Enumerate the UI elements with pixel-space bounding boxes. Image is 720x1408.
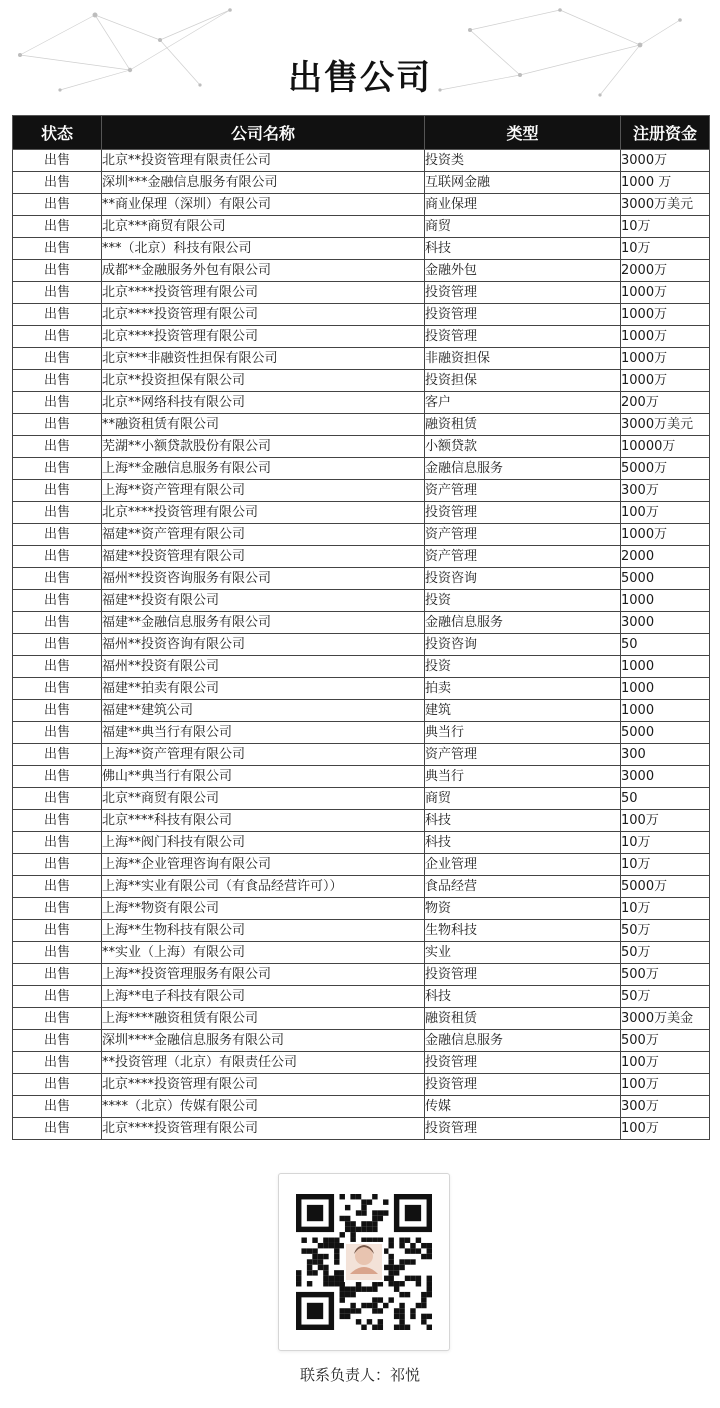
header-type: 类型 (425, 116, 621, 150)
status-cell: 出售 (13, 502, 102, 524)
company-name-cell: **投资管理（北京）有限责任公司 (102, 1052, 425, 1074)
capital-cell: 3000万美元 (621, 414, 710, 436)
type-cell: 资产管理 (425, 744, 621, 766)
capital-cell: 5000 (621, 568, 710, 590)
table-row (13, 744, 710, 766)
company-name-cell: 北京**投资管理有限责任公司 (102, 150, 425, 172)
company-name-cell: 北京****投资管理有限公司 (102, 304, 425, 326)
type-cell: 科技 (425, 832, 621, 854)
capital-cell: 50万 (621, 986, 710, 1008)
type-cell: 融资租赁 (425, 414, 621, 436)
table-row (13, 942, 710, 964)
table-row (13, 986, 710, 1008)
status-cell: 出售 (13, 832, 102, 854)
capital-cell: 50万 (621, 942, 710, 964)
table-row (13, 964, 710, 986)
capital-cell: 200万 (621, 392, 710, 414)
capital-cell: 1000万 (621, 370, 710, 392)
capital-cell: 10万 (621, 216, 710, 238)
type-cell: 科技 (425, 810, 621, 832)
company-name-cell: 上海**资产管理有限公司 (102, 480, 425, 502)
capital-cell: 100万 (621, 1118, 710, 1140)
company-name-cell: 北京****投资管理有限公司 (102, 282, 425, 304)
table-row (13, 568, 710, 590)
header-registered-capital: 注册资金 (621, 116, 710, 150)
table-row (13, 700, 710, 722)
status-cell: 出售 (13, 172, 102, 194)
table-row (13, 414, 710, 436)
table-row (13, 1074, 710, 1096)
capital-cell: 1000 (621, 590, 710, 612)
type-cell: 实业 (425, 942, 621, 964)
status-cell: 出售 (13, 656, 102, 678)
status-cell: 出售 (13, 766, 102, 788)
type-cell: 传媒 (425, 1096, 621, 1118)
capital-cell: 1000 (621, 656, 710, 678)
company-name-cell: 福建**拍卖有限公司 (102, 678, 425, 700)
capital-cell: 50万 (621, 920, 710, 942)
type-cell: 资产管理 (425, 546, 621, 568)
contact-person: 联系负责人：祁悦 (299, 1366, 420, 1384)
table-row (13, 634, 710, 656)
status-cell: 出售 (13, 898, 102, 920)
capital-cell: 1000万 (621, 282, 710, 304)
status-cell: 出售 (13, 348, 102, 370)
type-cell: 金融信息服务 (425, 612, 621, 634)
status-cell: 出售 (13, 194, 102, 216)
type-cell: 互联网金融 (425, 172, 621, 194)
capital-cell: 50 (621, 788, 710, 810)
company-name-cell: 上海**投资管理服务有限公司 (102, 964, 425, 986)
capital-cell: 1000万 (621, 524, 710, 546)
type-cell: 科技 (425, 986, 621, 1008)
company-name-cell: 北京****投资管理有限公司 (102, 502, 425, 524)
company-name-cell: 北京****投资管理有限公司 (102, 326, 425, 348)
company-name-cell: **实业（上海）有限公司 (102, 942, 425, 964)
company-name-cell: 上海****融资租赁有限公司 (102, 1008, 425, 1030)
company-name-cell: 北京**投资担保有限公司 (102, 370, 425, 392)
type-cell: 典当行 (425, 722, 621, 744)
table-row (13, 216, 710, 238)
table-row (13, 502, 710, 524)
type-cell: 融资租赁 (425, 1008, 621, 1030)
table-row (13, 524, 710, 546)
status-cell: 出售 (13, 568, 102, 590)
type-cell: 金融信息服务 (425, 1030, 621, 1052)
table-row (13, 590, 710, 612)
capital-cell: 500万 (621, 964, 710, 986)
type-cell: 企业管理 (425, 854, 621, 876)
status-cell: 出售 (13, 854, 102, 876)
status-cell: 出售 (13, 216, 102, 238)
table-row (13, 546, 710, 568)
company-name-cell: 上海**实业有限公司（有食品经营许可）） (102, 876, 425, 898)
status-cell: 出售 (13, 282, 102, 304)
status-cell: 出售 (13, 942, 102, 964)
status-cell: 出售 (13, 458, 102, 480)
status-cell: 出售 (13, 678, 102, 700)
qr-code-image (296, 1194, 432, 1330)
company-name-cell: 北京****投资管理有限公司 (102, 1118, 425, 1140)
type-cell: 食品经营 (425, 876, 621, 898)
company-name-cell: 芜湖**小额贷款股份有限公司 (102, 436, 425, 458)
status-cell: 出售 (13, 304, 102, 326)
status-cell: 出售 (13, 590, 102, 612)
capital-cell: 1000万 (621, 304, 710, 326)
capital-cell: 1000 万 (621, 172, 710, 194)
type-cell: 资产管理 (425, 480, 621, 502)
capital-cell: 10万 (621, 854, 710, 876)
status-cell: 出售 (13, 722, 102, 744)
table-row (13, 436, 710, 458)
table-row (13, 898, 710, 920)
status-cell: 出售 (13, 744, 102, 766)
type-cell: 客户 (425, 392, 621, 414)
type-cell: 投资管理 (425, 1052, 621, 1074)
table-row (13, 854, 710, 876)
table-header-row (13, 116, 710, 150)
company-name-cell: 福州**投资咨询有限公司 (102, 634, 425, 656)
table-row (13, 1052, 710, 1074)
status-cell: 出售 (13, 1052, 102, 1074)
type-cell: 资产管理 (425, 524, 621, 546)
type-cell: 典当行 (425, 766, 621, 788)
status-cell: 出售 (13, 634, 102, 656)
type-cell: 投资管理 (425, 1074, 621, 1096)
table-row (13, 1008, 710, 1030)
capital-cell: 3000 (621, 766, 710, 788)
capital-cell: 1000万 (621, 326, 710, 348)
table-row (13, 480, 710, 502)
capital-cell: 300 (621, 744, 710, 766)
table-row (13, 260, 710, 282)
status-cell: 出售 (13, 436, 102, 458)
status-cell: 出售 (13, 876, 102, 898)
capital-cell: 500万 (621, 1030, 710, 1052)
capital-cell: 100万 (621, 1052, 710, 1074)
capital-cell: 3000万 (621, 150, 710, 172)
capital-cell: 10万 (621, 238, 710, 260)
type-cell: 投资 (425, 656, 621, 678)
company-name-cell: ****（北京）传媒有限公司 (102, 1096, 425, 1118)
type-cell: 投资类 (425, 150, 621, 172)
capital-cell: 2000 (621, 546, 710, 568)
status-cell: 出售 (13, 1008, 102, 1030)
type-cell: 商贸 (425, 788, 621, 810)
capital-cell: 100万 (621, 502, 710, 524)
status-cell: 出售 (13, 986, 102, 1008)
capital-cell: 100万 (621, 1074, 710, 1096)
table-row (13, 326, 710, 348)
header-status: 状态 (13, 116, 102, 150)
status-cell: 出售 (13, 1118, 102, 1140)
type-cell: 商贸 (425, 216, 621, 238)
type-cell: 生物科技 (425, 920, 621, 942)
company-name-cell: 北京***商贸有限公司 (102, 216, 425, 238)
type-cell: 金融外包 (425, 260, 621, 282)
company-name-cell: 福建**投资有限公司 (102, 590, 425, 612)
company-name-cell: ***（北京）科技有限公司 (102, 238, 425, 260)
type-cell: 投资咨询 (425, 634, 621, 656)
type-cell: 金融信息服务 (425, 458, 621, 480)
type-cell: 投资管理 (425, 1118, 621, 1140)
table-row (13, 612, 710, 634)
status-cell: 出售 (13, 1074, 102, 1096)
table-row (13, 458, 710, 480)
company-name-cell: 上海**物资有限公司 (102, 898, 425, 920)
capital-cell: 300万 (621, 1096, 710, 1118)
table-row (13, 810, 710, 832)
table-row (13, 304, 710, 326)
company-name-cell: 上海**阀门科技有限公司 (102, 832, 425, 854)
table-row (13, 150, 710, 172)
company-name-cell: 佛山**典当行有限公司 (102, 766, 425, 788)
status-cell: 出售 (13, 260, 102, 282)
type-cell: 拍卖 (425, 678, 621, 700)
company-name-cell: 上海**企业管理咨询有限公司 (102, 854, 425, 876)
table-row (13, 876, 710, 898)
page-title: 出售公司 (288, 58, 432, 98)
status-cell: 出售 (13, 788, 102, 810)
type-cell: 小额贷款 (425, 436, 621, 458)
type-cell: 物资 (425, 898, 621, 920)
capital-cell: 5000万 (621, 876, 710, 898)
table-row (13, 172, 710, 194)
status-cell: 出售 (13, 524, 102, 546)
table-row (13, 920, 710, 942)
capital-cell: 10万 (621, 832, 710, 854)
company-name-cell: 福建**建筑公司 (102, 700, 425, 722)
company-name-cell: 福建**投资管理有限公司 (102, 546, 425, 568)
header-company-name: 公司名称 (102, 116, 425, 150)
status-cell: 出售 (13, 480, 102, 502)
type-cell: 投资管理 (425, 964, 621, 986)
type-cell: 科技 (425, 238, 621, 260)
company-name-cell: 福建**金融信息服务有限公司 (102, 612, 425, 634)
table-row (13, 1096, 710, 1118)
status-cell: 出售 (13, 414, 102, 436)
capital-cell: 10000万 (621, 436, 710, 458)
status-cell: 出售 (13, 326, 102, 348)
company-name-cell: 上海**资产管理有限公司 (102, 744, 425, 766)
company-name-cell: 上海**金融信息服务有限公司 (102, 458, 425, 480)
company-name-cell: 北京***非融资性担保有限公司 (102, 348, 425, 370)
table-row (13, 722, 710, 744)
type-cell: 非融资担保 (425, 348, 621, 370)
capital-cell: 5000 (621, 722, 710, 744)
type-cell: 投资管理 (425, 326, 621, 348)
type-cell: 投资管理 (425, 502, 621, 524)
type-cell: 投资 (425, 590, 621, 612)
company-name-cell: 北京**网络科技有限公司 (102, 392, 425, 414)
company-name-cell: **商业保理（深圳）有限公司 (102, 194, 425, 216)
table-row (13, 766, 710, 788)
status-cell: 出售 (13, 612, 102, 634)
capital-cell: 1000 (621, 700, 710, 722)
type-cell: 投资管理 (425, 282, 621, 304)
capital-cell: 3000万美元 (621, 194, 710, 216)
status-cell: 出售 (13, 920, 102, 942)
status-cell: 出售 (13, 392, 102, 414)
table-row (13, 656, 710, 678)
status-cell: 出售 (13, 810, 102, 832)
capital-cell: 10万 (621, 898, 710, 920)
capital-cell: 100万 (621, 810, 710, 832)
company-name-cell: 北京**商贸有限公司 (102, 788, 425, 810)
type-cell: 投资担保 (425, 370, 621, 392)
capital-cell: 1000万 (621, 348, 710, 370)
status-cell: 出售 (13, 1030, 102, 1052)
table-row (13, 348, 710, 370)
capital-cell: 1000 (621, 678, 710, 700)
company-name-cell: 上海**生物科技有限公司 (102, 920, 425, 942)
capital-cell: 300万 (621, 480, 710, 502)
company-name-cell: **融资租赁有限公司 (102, 414, 425, 436)
company-name-cell: 成都**金融服务外包有限公司 (102, 260, 425, 282)
table-row (13, 678, 710, 700)
table-row (13, 1118, 710, 1140)
capital-cell: 3000万美金 (621, 1008, 710, 1030)
company-name-cell: 福建**典当行有限公司 (102, 722, 425, 744)
table-row (13, 392, 710, 414)
capital-cell: 3000 (621, 612, 710, 634)
company-name-cell: 北京****科技有限公司 (102, 810, 425, 832)
type-cell: 投资管理 (425, 304, 621, 326)
status-cell: 出售 (13, 1096, 102, 1118)
company-name-cell: 上海**电子科技有限公司 (102, 986, 425, 1008)
type-cell: 商业保理 (425, 194, 621, 216)
type-cell: 投资咨询 (425, 568, 621, 590)
type-cell: 建筑 (425, 700, 621, 722)
status-cell: 出售 (13, 370, 102, 392)
status-cell: 出售 (13, 238, 102, 260)
qr-code-card (278, 1173, 450, 1351)
status-cell: 出售 (13, 150, 102, 172)
capital-cell: 2000万 (621, 260, 710, 282)
status-cell: 出售 (13, 964, 102, 986)
company-name-cell: 福建**资产管理有限公司 (102, 524, 425, 546)
capital-cell: 50 (621, 634, 710, 656)
company-table (12, 115, 710, 1140)
company-name-cell: 北京****投资管理有限公司 (102, 1074, 425, 1096)
table-row (13, 1030, 710, 1052)
table-row (13, 238, 710, 260)
status-cell: 出售 (13, 546, 102, 568)
company-name-cell: 福州**投资咨询服务有限公司 (102, 568, 425, 590)
table-row (13, 194, 710, 216)
table-row (13, 370, 710, 392)
company-name-cell: 深圳***金融信息服务有限公司 (102, 172, 425, 194)
table-row (13, 832, 710, 854)
company-name-cell: 深圳****金融信息服务有限公司 (102, 1030, 425, 1052)
capital-cell: 5000万 (621, 458, 710, 480)
table-row (13, 282, 710, 304)
table-row (13, 788, 710, 810)
company-name-cell: 福州**投资有限公司 (102, 656, 425, 678)
status-cell: 出售 (13, 700, 102, 722)
